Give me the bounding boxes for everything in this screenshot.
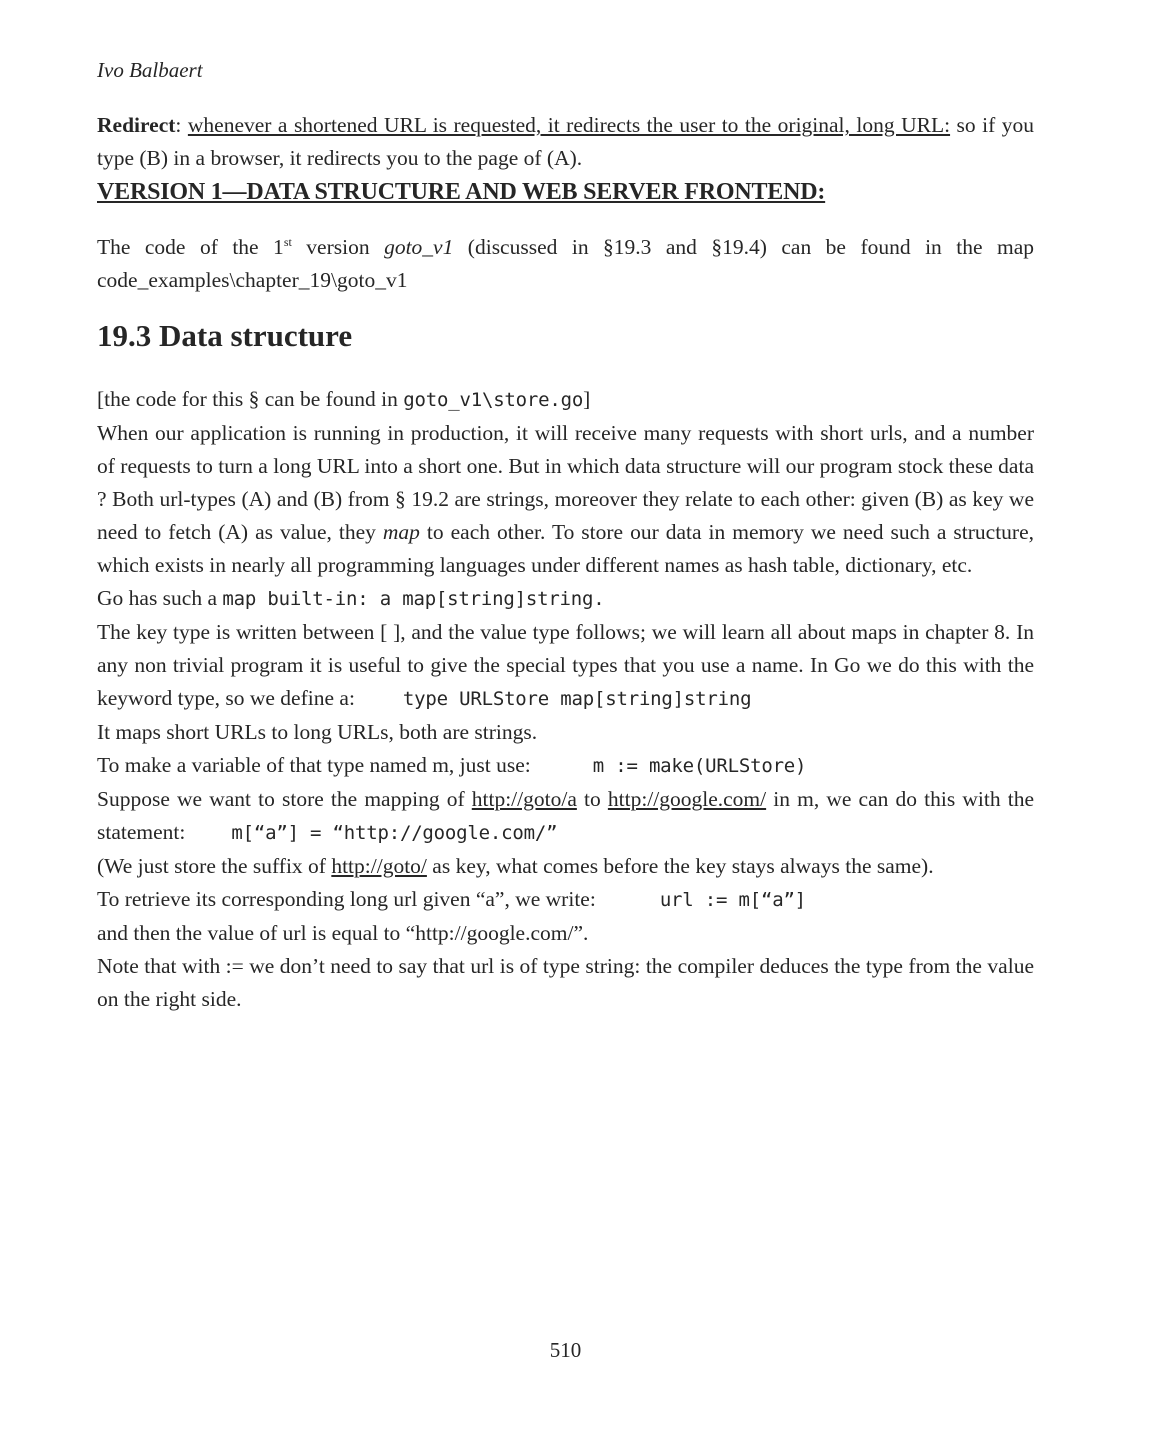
page-content	[97, 54, 1034, 1016]
google-url: http://google.com/	[607, 787, 767, 811]
map-word-italic: map	[382, 520, 420, 544]
code-location-paragraph	[97, 231, 1034, 297]
data-structure-lead: When our application is running in production, it will receive many requests with short urls, and a number of requests to turn a long URL into a short one. But in which data structure will our program stock these data ? Both url-types (A) and (B) from § 19.2 are strings, moreover they relate to each other: given (B) as key we need to fetch (A) as value, they	[97, 421, 1034, 544]
code-location-lead: The code of the 1	[97, 235, 284, 259]
store-mapping-mid: to	[576, 787, 608, 811]
section-heading: 19.3 Data structure	[97, 318, 353, 353]
ordinal-suffix: st	[283, 234, 292, 249]
page-number: 510	[549, 1338, 582, 1362]
store-go-path-code: goto_v1\store.go	[403, 389, 584, 411]
redirect-paragraph	[97, 109, 1034, 175]
go-map-lead: Go has such a	[97, 586, 223, 610]
make-urlstore-code: m := make(URLStore)	[592, 755, 807, 777]
store-mapping-tail: in m, we can do this with the statement:	[97, 787, 1034, 844]
store-mapping-lead: Suppose we want to store the mapping of	[97, 787, 472, 811]
code-location-mid: version	[291, 235, 385, 259]
key-type-lead: The key type is written between [ ], and the value type follows; we will learn all about maps in chapter 8. In any non trivial program it is useful to give the special types that you use a name. In Go we do this with the keyword type, so we define a:	[97, 620, 1034, 710]
redirect-term: Redirect	[97, 113, 176, 137]
go-map-sentence	[97, 582, 1034, 616]
goto-url: http://goto/	[331, 854, 427, 878]
suffix-note-paragraph	[97, 850, 1034, 950]
type-inference-note: Note that with := we don’t need to say that url is of type string: the compiler deduces the type from the value on the right side.	[97, 954, 1034, 1011]
redirect-separator: :	[175, 113, 188, 137]
code-note-tail: ]	[583, 387, 591, 411]
author-header: Ivo Balbaert	[97, 58, 203, 82]
make-variable-sentence	[97, 749, 1034, 783]
program-name: goto_v1	[384, 235, 454, 259]
suffix-line1-tail: as key, what comes before the key stays always the same).	[426, 854, 934, 878]
redirect-definition: whenever a shortened URL is requested, it redirects the user to the original, long URL:	[187, 113, 951, 137]
data-structure-tail: to each other. To store our data in memory we need such a structure, which exists in nearly all programming languages under different names as hash table, dictionary, etc.	[97, 520, 1035, 577]
code-note	[97, 383, 1034, 417]
redirect-continuation: so if you type (B) in a browser, it redirects you to the page of (A).	[97, 113, 1035, 170]
data-structure-paragraph	[97, 417, 1034, 582]
make-variable-lead: To make a variable of that type named m, just use:	[97, 753, 531, 777]
code-location-tail: (discussed in §19.3 and §19.4) can be found in the map code_examples\chapter_19\goto_v1	[97, 235, 1035, 292]
key-type-paragraph	[97, 616, 1034, 716]
suffix-line2: To retrieve its corresponding long url given “a”, we write:	[97, 887, 596, 911]
goto-a-url: http://goto/a	[471, 787, 577, 811]
map-assignment-code: m[“a”] = “http://google.com/”	[231, 822, 558, 844]
url-retrieval-code: url := m[“a”]	[659, 889, 806, 911]
code-note-lead: [the code for this § can be found in	[97, 387, 404, 411]
urlstore-type-code: type URLStore map[string]string	[402, 688, 752, 710]
map-builtin-code: map built-in: a map[string]string.	[222, 588, 605, 610]
version-heading: VERSION 1—DATA STRUCTURE AND WEB SERVER FRONTEND:	[97, 179, 826, 205]
suffix-line3: and then the value of url is equal to “http://google.com/”.	[97, 921, 589, 945]
suffix-lead: (We just store the suffix of	[97, 854, 332, 878]
store-mapping-paragraph	[97, 783, 1034, 850]
url-mapping-sentence: It maps short URLs to long URLs, both are strings.	[97, 720, 538, 744]
